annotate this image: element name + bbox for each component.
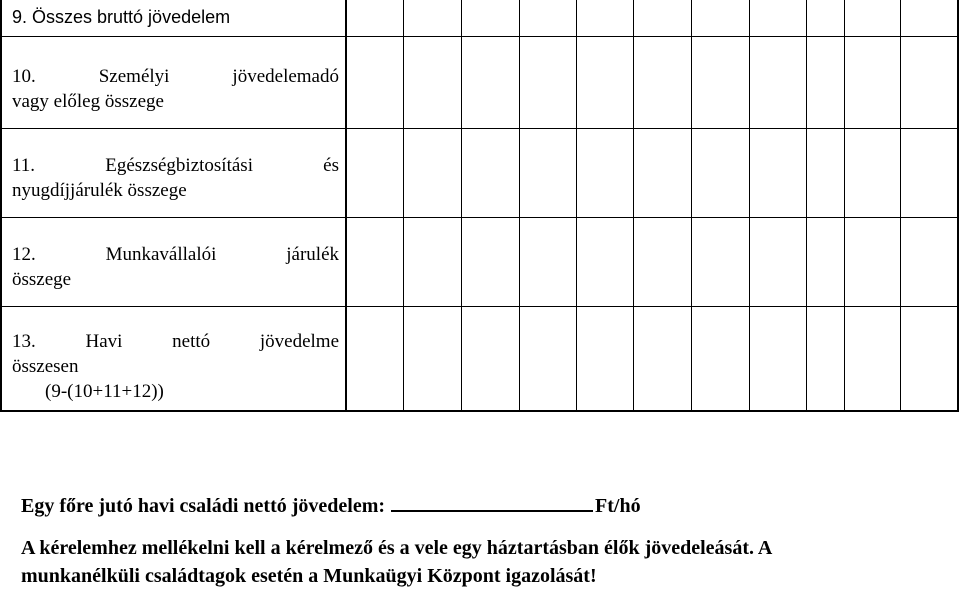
row-divider — [0, 306, 959, 307]
table-column-divider — [749, 0, 750, 412]
per-capita-income-blank — [391, 492, 593, 512]
row-label-line: 10. Személyi jövedelemadó — [12, 66, 339, 87]
row-formula: (9-(10+11+12)) — [45, 381, 164, 402]
table-column-divider — [633, 0, 634, 412]
row-label-line: összesen — [12, 356, 79, 377]
row-label-line: nyugdíjjárulék összege — [12, 180, 187, 201]
table-column-divider — [844, 0, 845, 412]
row-divider — [0, 128, 959, 129]
row-divider — [0, 217, 959, 218]
table-column-divider — [576, 0, 577, 412]
table-column-divider — [519, 0, 520, 412]
attachment-note-line-2: munkanélküli családtagok esetén a Munkaügyi Központ igazolását! — [21, 565, 597, 587]
row-label-line: 12. Munkavállalói járulék — [12, 244, 339, 265]
table-column-divider — [900, 0, 901, 412]
attachment-note-line-1: A kérelemhez mellékelni kell a kérelmező és a vele egy háztartásban élők jövedeleását. A — [21, 537, 773, 559]
row-label-line: 11. Egészségbiztosítási és — [12, 155, 339, 176]
table-column-divider — [691, 0, 692, 412]
table-column-divider — [461, 0, 462, 412]
row-label-line: 13. Havi nettó jövedelme — [12, 331, 339, 352]
table-column-divider — [806, 0, 807, 412]
row-gross-income-label: 9. Összes bruttó jövedelem — [12, 7, 231, 27]
row-health-pension-contribution-label — [12, 153, 339, 203]
row-label-line: vagy előleg összege — [12, 91, 164, 112]
table-column-divider — [403, 0, 404, 412]
table-border-bottom — [0, 410, 959, 412]
per-capita-income-line — [21, 492, 641, 519]
table-column-divider — [345, 0, 347, 412]
row-employee-contribution-label — [12, 242, 339, 292]
row-divider — [0, 36, 959, 37]
row-personal-income-tax-label — [12, 64, 339, 114]
row-monthly-net-income-label — [12, 329, 339, 404]
table-border-right — [957, 0, 959, 412]
per-capita-income-unit: Ft/hó — [595, 495, 641, 517]
row-label-line: összege — [12, 269, 72, 290]
per-capita-income-label: Egy főre jutó havi családi nettó jövedelem: — [21, 495, 386, 517]
table-border-left — [0, 0, 2, 412]
